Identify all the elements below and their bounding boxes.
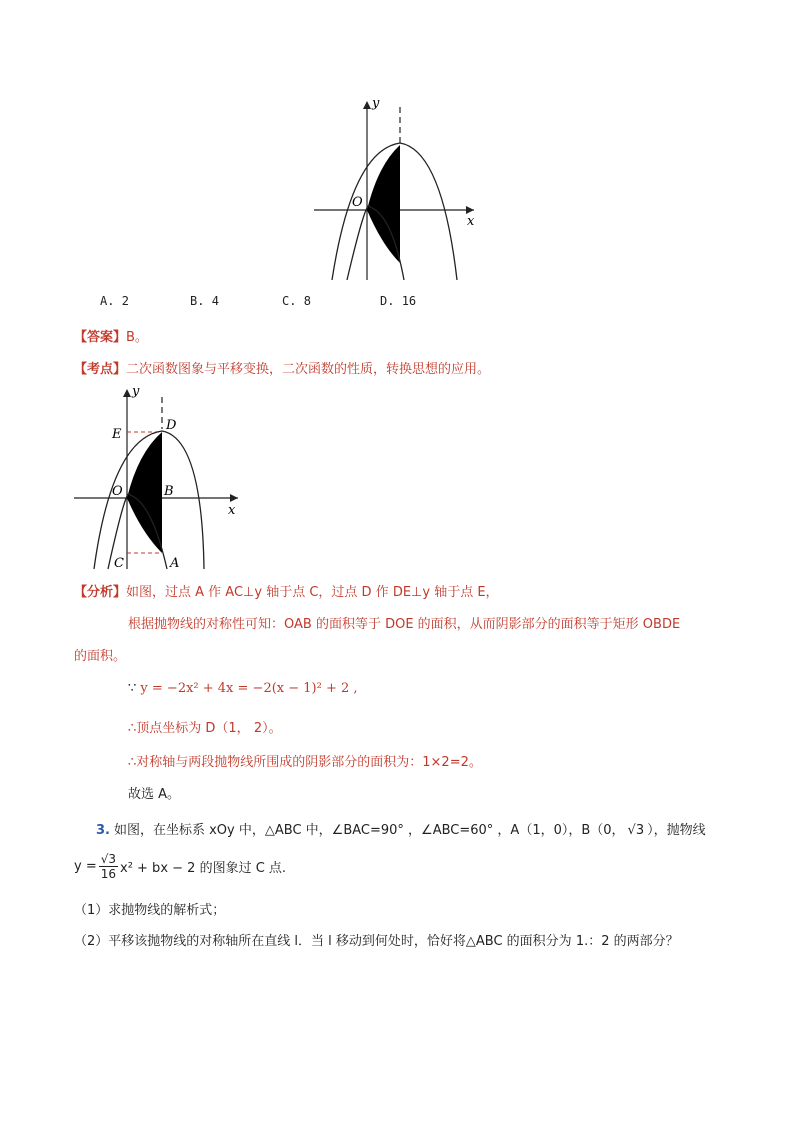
kaodian-line <box>74 358 490 377</box>
option-b: B. 4 <box>190 294 219 308</box>
problem3-stem-1: 3. 如图，在坐标系 xOy 中，△ABC 中，∠BAC=90° ，∠ABC=60° ，A（1，0），B（0， √3 ），抛物线 <box>96 823 706 838</box>
analysis-tag: 【分析】 <box>74 585 127 600</box>
label-o: O <box>112 484 123 499</box>
problem3-q1: （1）求抛物线的解析式； <box>74 903 226 918</box>
y-axis-arrow <box>123 389 131 397</box>
answer-tag: 【答案】 <box>74 330 127 345</box>
kaodian-tag: 【考点】 <box>74 362 127 377</box>
problem3-q2: （2）平移该抛物线的对称轴所在直线 l．当 l 移动到何处时，恰好将△ABC 的面积分为 1.：2 的两部分？ <box>74 934 679 949</box>
sqrt3: √3 <box>627 823 645 838</box>
answer-line <box>74 326 148 345</box>
problem3-stem-2: y = $\frac{√3}{16}$ x² + bx − 2 的图象过 C 点. <box>74 852 287 881</box>
analysis-line-1: 【分析】如图，过点 A 作 AC⊥y 轴于点 C，过点 D 作 DE⊥y 轴于点 E， <box>74 585 499 600</box>
analysis-line-2: 根据抛物线的对称性可知：OAB 的面积等于 DOE 的面积，从而阴影部分的面积等于矩形 OBDE <box>128 617 681 632</box>
x-axis-arrow <box>230 494 238 502</box>
figure-2 <box>72 383 247 573</box>
y-axis-arrow <box>363 101 371 109</box>
analysis-line-3: 的面积。 <box>74 649 127 664</box>
x-axis-arrow <box>466 206 474 214</box>
analysis-equation: ∵ y = −2x² + 4x = −2(x − 1)² + 2 , <box>128 681 358 696</box>
analysis-area: ∴对称轴与两段抛物线所围成的阴影部分的面积为：1×2=2。 <box>128 755 482 770</box>
y-axis-label: y <box>132 384 140 399</box>
figure-2-svg <box>72 383 247 573</box>
label-d: D <box>166 418 177 433</box>
kaodian-text: 二次函数图象与平移变换，二次函数的性质，转换思想的应用。 <box>126 362 491 377</box>
option-c: C. 8 <box>282 294 311 308</box>
label-a: A <box>170 556 180 571</box>
option-d: D. 16 <box>380 294 417 308</box>
option-a: A. 2 <box>100 294 129 308</box>
x-axis-label: x <box>228 503 236 518</box>
figure-1 <box>312 95 492 285</box>
analysis-choose: 故选 A。 <box>128 787 181 802</box>
analysis-vertex: ∴顶点坐标为 D（1， 2）。 <box>128 721 282 736</box>
figure-1-svg <box>312 95 492 285</box>
problem3-number: 3. <box>96 823 110 838</box>
label-b: B <box>164 484 174 499</box>
label-c: C <box>114 556 124 571</box>
origin-label: O <box>352 195 363 210</box>
fraction: $\frac{√3}{16}$ <box>100 852 116 881</box>
x-axis-label: x <box>467 214 475 229</box>
y-axis-label: y <box>372 96 380 111</box>
answer-text: B。 <box>126 330 148 345</box>
label-e: E <box>112 427 122 442</box>
